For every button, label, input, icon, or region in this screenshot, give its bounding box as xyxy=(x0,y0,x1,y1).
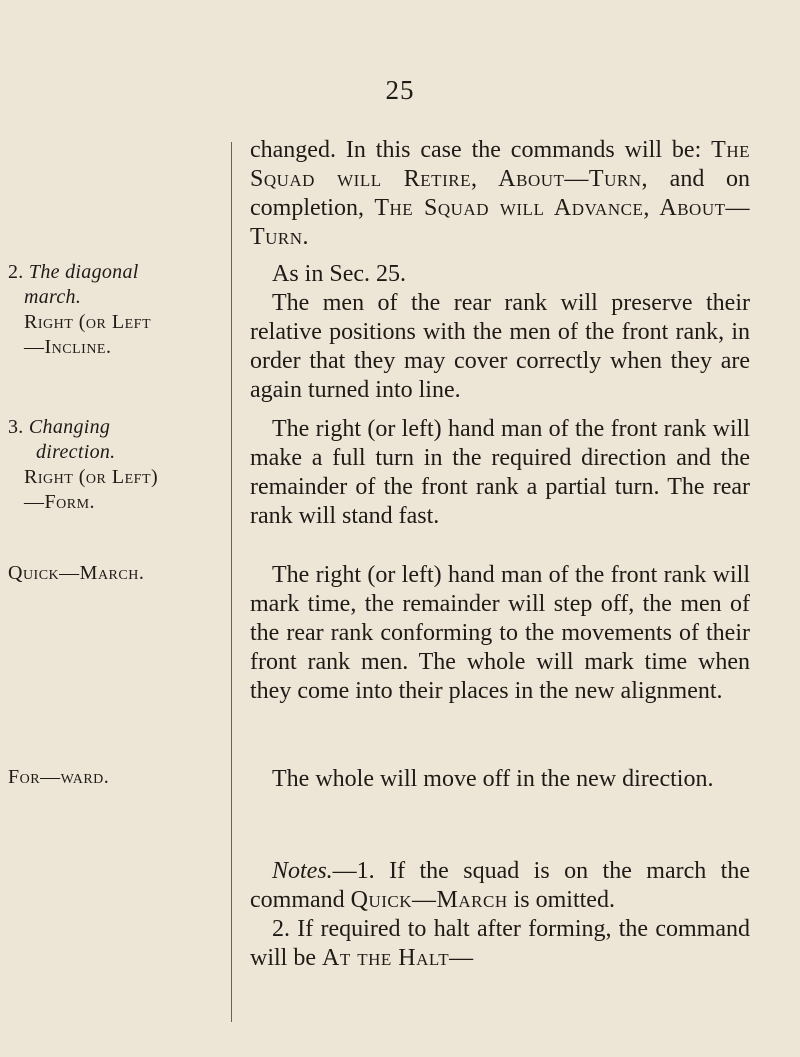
paragraph-text xyxy=(250,136,750,252)
margin-rule xyxy=(231,142,232,1022)
margin-note-number: 3. xyxy=(8,416,24,438)
margin-note-title xyxy=(8,260,230,285)
paragraph-text: The right (or left) hand man of the front rank will mark time, the remainder will step off, the men of the rear rank conforming to the movements of their front rank men. The whole will mark time when they come into their places in the new alignment. xyxy=(250,562,750,704)
margin-note-command: —Form. xyxy=(24,491,96,513)
text-run: —1. If the squad is on the march the command xyxy=(250,858,750,913)
notes-label: Notes. xyxy=(272,858,333,884)
margin-note-command: For—ward. xyxy=(8,766,110,788)
margin-note-changing-direction xyxy=(8,415,230,515)
paragraph-text xyxy=(250,915,750,973)
margin-note-forward xyxy=(8,765,230,790)
margin-note-number: 2. xyxy=(8,261,24,283)
command-run: The Squad will Retire, About—Turn, xyxy=(250,137,750,192)
margin-note-quick-march xyxy=(8,561,230,586)
paragraph-forward xyxy=(250,765,750,794)
paragraph-text: The right (or left) hand man of the front rank will make a full turn in the required direction and the remainder of the front rank a partial turn. The rear rank will stand fast. xyxy=(250,416,750,529)
margin-note-command: Right (or Left xyxy=(24,311,151,333)
margin-note-diagonal-march xyxy=(8,260,230,360)
margin-note-title-line: march. xyxy=(24,286,82,308)
command-run: Quick—March xyxy=(350,887,508,913)
margin-note-command: —Incline. xyxy=(24,336,112,358)
margin-note-title-line: The diagonal xyxy=(28,261,139,283)
paragraph-diagonal xyxy=(250,260,750,405)
paragraph-quick-march xyxy=(250,561,750,706)
margin-note-title-line: direction. xyxy=(36,441,116,463)
page-number: 25 xyxy=(385,75,415,105)
command-run: At the Halt— xyxy=(322,945,474,971)
paragraph-changing-direction xyxy=(250,415,750,531)
paragraph-text: The whole will move off in the new direction. xyxy=(272,766,714,792)
paragraph-text xyxy=(250,857,750,915)
paragraph-notes xyxy=(250,857,750,973)
paragraph-continued xyxy=(250,136,750,252)
text-run: 2. If required to halt after forming, the command will be xyxy=(250,916,750,971)
paragraph-text: The men of the rear rank will preserve their relative positions with the men of the front rank, in order that they may cover correctly when they are again turned into line. xyxy=(250,290,750,403)
margin-note-command: Quick—March. xyxy=(8,562,145,584)
text-run: is omitted. xyxy=(507,887,615,913)
margin-note-title xyxy=(8,415,230,440)
paragraph-text: As in Sec. 25. xyxy=(272,261,406,287)
text-run: and on completion, xyxy=(250,166,750,221)
text-run: changed. In this case the commands will be: xyxy=(250,137,712,163)
margin-note-title-line: Changing xyxy=(28,416,111,438)
margin-note-command: Right (or Left) xyxy=(24,466,159,488)
command-run: The Squad will Advance, About—Turn. xyxy=(250,195,750,250)
